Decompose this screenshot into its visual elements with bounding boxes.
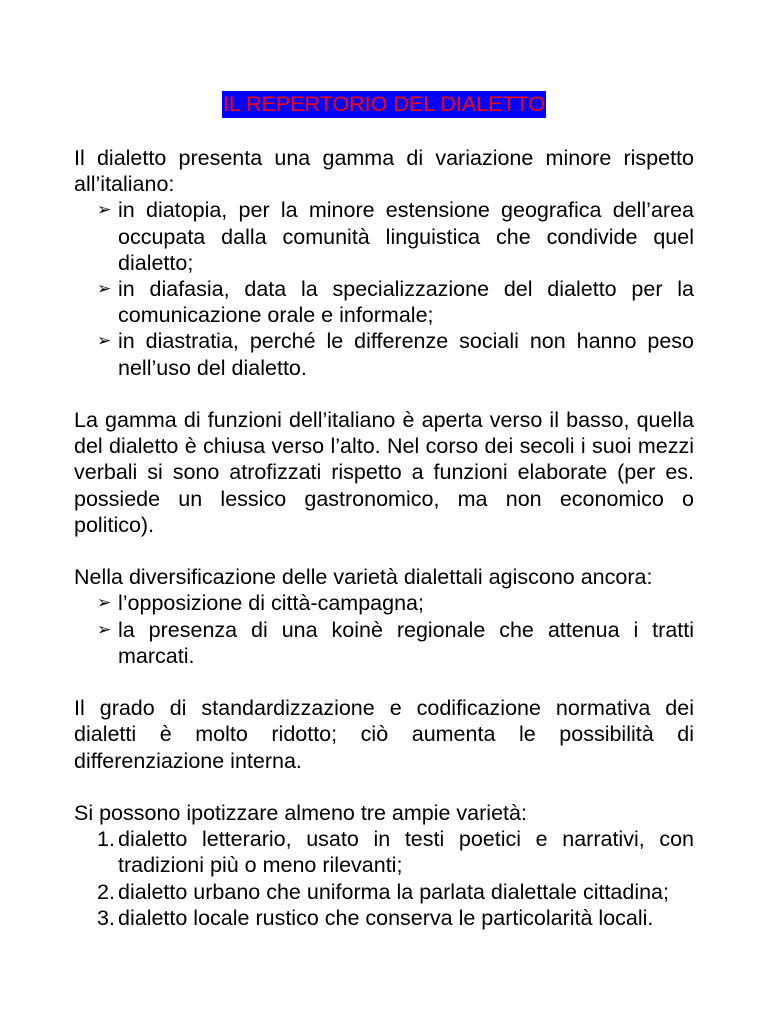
section1-intro: Il dialetto presenta una gamma di variazione minore rispetto all’italiano: [74, 146, 694, 197]
arrowhead-bullet-icon: ➢ [97, 593, 112, 614]
numbered-item-text: dialetto letterario, usato in testi poetici e narrativi, con tradizioni più o meno rilevanti; [118, 827, 694, 878]
list-item [74, 617, 694, 669]
item-number: 1. [97, 827, 115, 852]
section1-list [74, 197, 694, 380]
title-container [74, 91, 694, 119]
numbered-item-text: dialetto locale rustico che conserva le particolarità locali. [118, 905, 654, 930]
list-item [74, 276, 694, 328]
arrowhead-bullet-icon: ➢ [97, 279, 112, 300]
arrowhead-bullet-icon: ➢ [97, 619, 112, 640]
section3-list [74, 590, 694, 669]
arrowhead-bullet-icon: ➢ [97, 331, 112, 352]
numbered-item-text: dialetto urbano che uniforma la parlata dialettale cittadina; [118, 879, 669, 904]
section5-list [74, 826, 694, 931]
page-title: IL REPERTORIO DEL DIALETTO [222, 92, 546, 116]
section5-intro: Si possono ipotizzare almeno tre ampie varietà: [74, 801, 527, 826]
list-item-text: la presenza di una koinè regionale che attenua i tratti marcati. [118, 617, 694, 668]
list-item-text: in diastratia, perché le differenze sociali non hanno peso nell’uso del dialetto. [118, 329, 694, 380]
section2-paragraph: La gamma di funzioni dell’italiano è aperta verso il basso, quella del dialetto è chiusa verso l’alto. Nel corso dei secoli i suoi mezzi verbali si sono atrofizzati rispetto a funzioni elaborate (per es. possiede un lessico gastronomico, ma non economico o politico). [74, 408, 694, 537]
item-number: 2. [97, 879, 115, 904]
list-item [74, 328, 694, 380]
numbered-item [74, 905, 694, 931]
item-number: 3. [97, 905, 115, 930]
section3-intro: Nella diversificazione delle varietà dialettali agiscono ancora: [74, 565, 653, 590]
list-item-text: in diafasia, data la specializzazione del dialetto per la comunicazione orale e informale; [118, 277, 694, 328]
list-item [74, 590, 694, 616]
document-page [74, 0, 694, 931]
list-item-text: in diatopia, per la minore estensione geografica dell’area occupata dalla comunità linguistica che condivide quel dialetto; [118, 198, 694, 275]
section4-paragraph: Il grado di standardizzazione e codificazione normativa dei dialetti è molto ridotto; ciò aumenta le possibilità di differenziazione interna. [74, 696, 694, 773]
list-item [74, 197, 694, 276]
list-item-text: l’opposizione di città-campagna; [118, 591, 424, 616]
numbered-item [74, 879, 694, 905]
numbered-item [74, 826, 694, 878]
arrowhead-bullet-icon: ➢ [97, 200, 112, 221]
